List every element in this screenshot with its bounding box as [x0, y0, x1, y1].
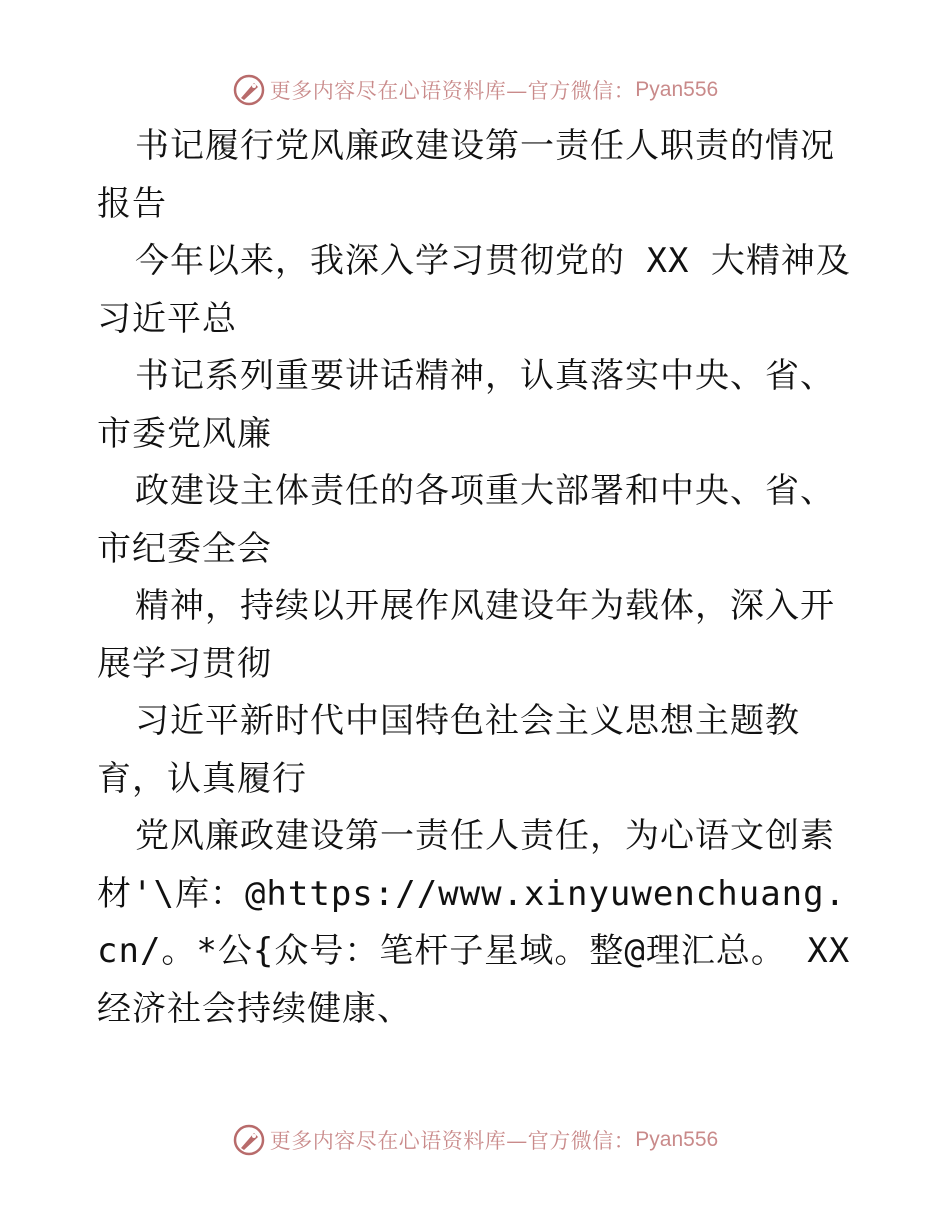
footer-wechat-handle: Pyan556	[635, 1128, 719, 1151]
body-paragraph-5: 习近平新时代中国特色社会主义思想主题教育，认真履行	[97, 701, 800, 799]
header-wechat-handle: Pyan556	[635, 78, 719, 101]
pen-nib-circle-icon	[232, 1123, 266, 1157]
body-paragraph-4: 精神，持续以开展作风建设年为载体，深入开展学习贯彻	[97, 586, 835, 684]
header-contact-text: 官方微信：	[527, 79, 636, 103]
body-paragraph-3: 政建设主体责任的各项重大部署和中央、省、市纪委全会	[97, 471, 835, 569]
header-site-text: 更多内容尽在心语资料库—	[269, 79, 528, 103]
header-watermark-banner	[0, 70, 950, 110]
body-paragraph-6: 党风廉政建设第一责任人责任，为心语文创素材'\库：@https://www.xinyuwenchuang.cn/。*公{众号：笔杆子星域。整@理汇总。 XX 经济社会持续健康、	[97, 816, 851, 1029]
body-paragraph-2: 书记系列重要讲话精神，认真落实中央、省、市委党风廉	[97, 356, 835, 454]
document-title: 书记履行党风廉政建设第一责任人职责的情况报告	[97, 126, 835, 224]
footer-site-text: 更多内容尽在心语资料库—	[269, 1129, 528, 1153]
document-body	[97, 118, 857, 1038]
footer-watermark-banner	[0, 1120, 950, 1160]
footer-contact-text: 官方微信：	[527, 1129, 636, 1153]
pen-nib-circle-icon	[232, 73, 266, 107]
body-paragraph-1: 今年以来，我深入学习贯彻党的 XX 大精神及习近平总	[97, 241, 851, 339]
